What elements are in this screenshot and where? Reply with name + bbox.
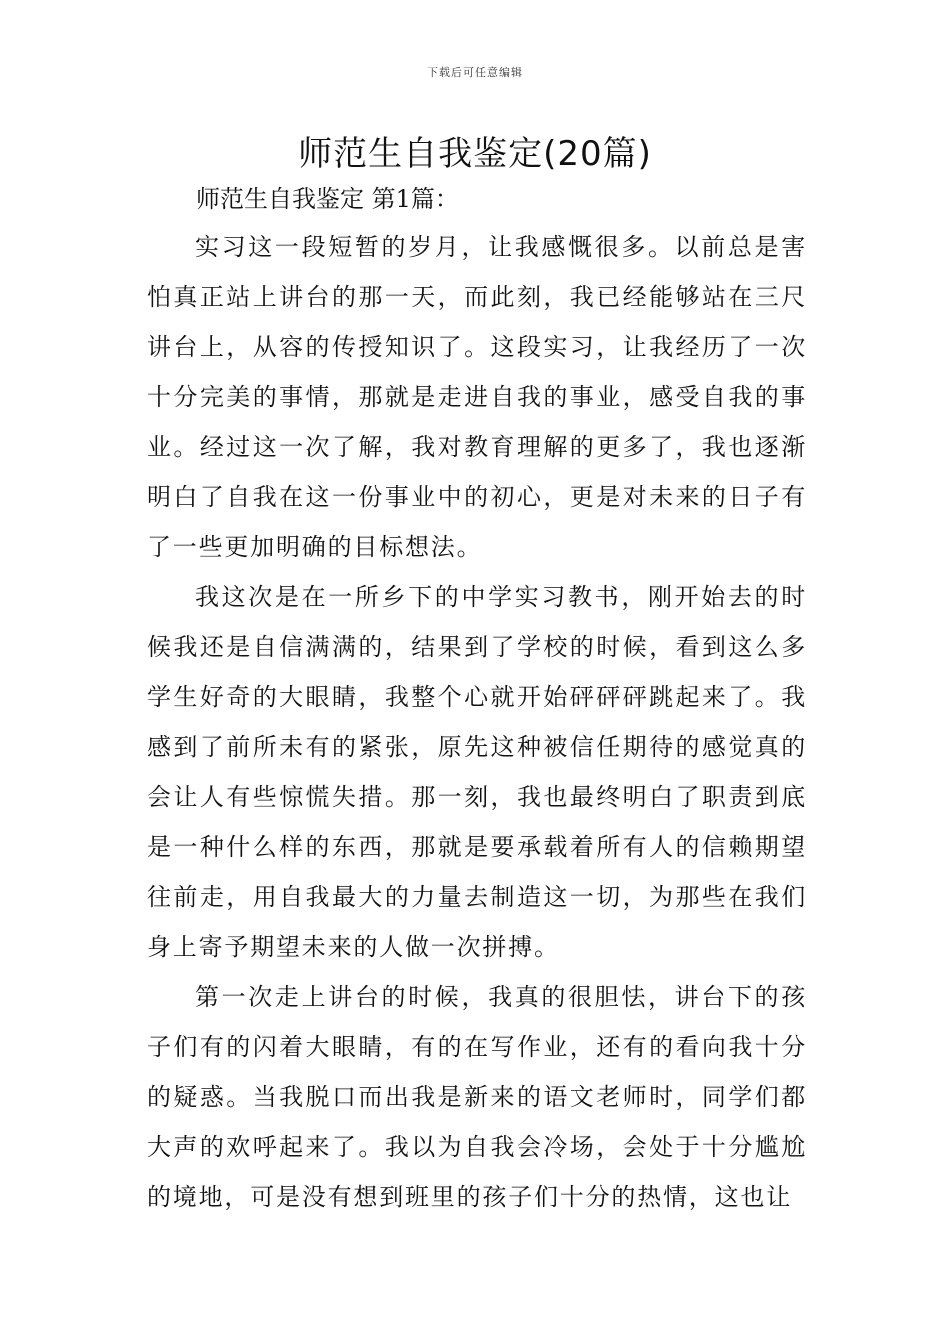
document-body bbox=[147, 222, 807, 1222]
section-heading: 师范生自我鉴定 第1篇： bbox=[196, 185, 459, 213]
document-title: 师范生自我鉴定(20篇) bbox=[298, 134, 652, 174]
paragraph-2: 我这次是在一所乡下的中学实习教书，刚开始去的时候我还是自信满满的，结果到了学校的时候，看到这么多学生好奇的大眼睛，我整个心就开始砰砰砰跳起来了。我感到了前所未有的紧张，原先这种被信任期待的感觉真的会让人有些惊慌失措。那一刻，我也最终明白了职责到底是一种什么样的东西，那就是要承载着所有人的信赖期望往前走，用自我最大的力量去制造这一切，为那些在我们身上寄予期望未来的人做一次拼搏。 bbox=[147, 583, 807, 961]
header-note: 下载后可任意编辑 bbox=[427, 66, 523, 79]
paragraph-1: 实习这一段短暂的岁月，让我感慨很多。以前总是害怕真正站上讲台的那一天，而此刻，我已经能够站在三尺讲台上，从容的传授知识了。这段实习，让我经历了一次十分完美的事情，那就是走进自我的事业，感受自我的事业。经过这一次了解，我对教育理解的更多了，我也逐渐明白了自我在这一份事业中的初心，更是对未来的日子有了一些更加明确的目标想法。 bbox=[147, 233, 807, 561]
paragraph-3: 第一次走上讲台的时候，我真的很胆怯，讲台下的孩子们有的闪着大眼睛，有的在写作业，还有的看向我十分的疑惑。当我脱口而出我是新来的语文老师时，同学们都大声的欢呼起来了。我以为自我会冷场，会处于十分尴尬的境地，可是没有想到班里的孩子们十分的热情，这也让 bbox=[147, 983, 807, 1211]
